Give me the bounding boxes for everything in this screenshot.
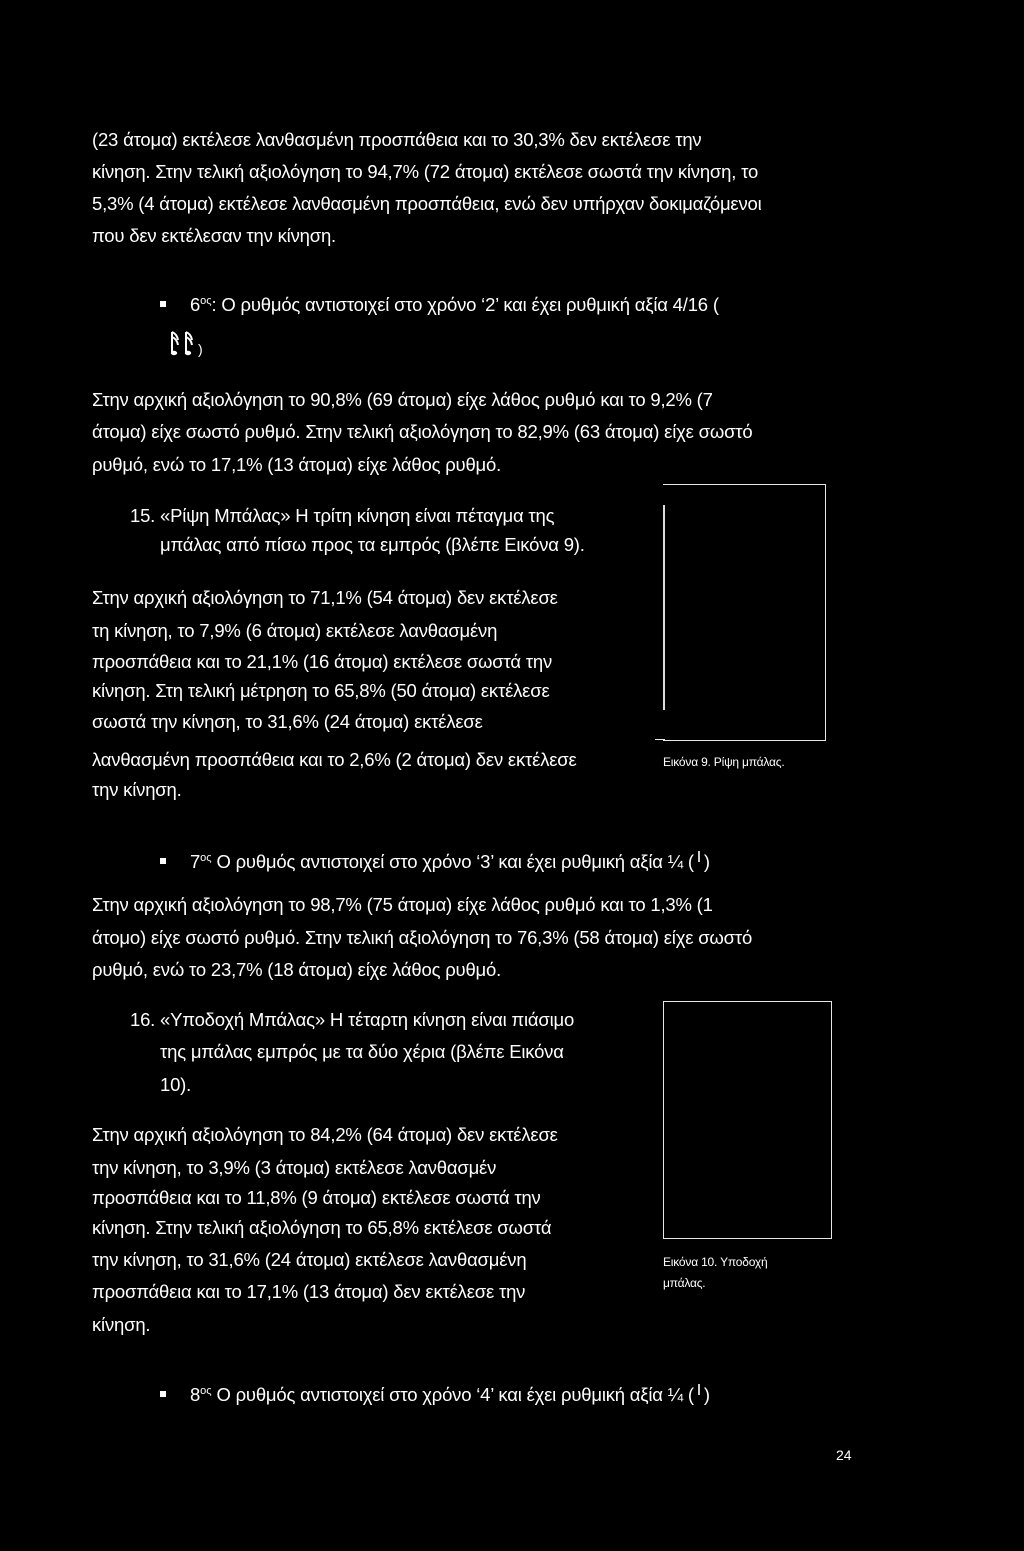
ordinal-suffix: ος — [200, 1385, 212, 1397]
paragraph-line: προσπάθεια και το 11,8% (9 άτομα) εκτέλεσε σωστά την — [92, 1187, 541, 1208]
rhythm-description: Ο ρυθμός αντιστοιχεί στο χρόνο ‘3’ και έχει ρυθμική αξία ¼ ( — [211, 851, 694, 872]
paragraph-line: κίνηση. Στην τελική αξιολόγηση το 65,8% εκτέλεσε σωστά — [92, 1217, 552, 1238]
paragraph-line: ρυθμό, ενώ το 23,7% (18 άτομα) είχε λάθος ρυθμό. — [92, 959, 502, 980]
paragraph-line: κίνηση. — [92, 1314, 151, 1335]
figure-10-caption: Εικόνα 10. Υποδοχή — [663, 1255, 768, 1269]
paragraph-line: ρυθμό, ενώ το 17,1% (13 άτομα) είχε λάθος ρυθμό. — [92, 454, 502, 475]
paragraph-line: προσπάθεια και το 17,1% (13 άτομα) δεν εκτέλεσε την — [92, 1281, 526, 1302]
paragraph-line: κίνηση. Στην τελική αξιολόγηση το 94,7% (72 άτομα) εκτέλεσε σωστά την κίνηση, το — [92, 161, 759, 182]
figure-9-frame-edge — [655, 739, 665, 740]
ordinal-suffix: ος — [200, 295, 212, 307]
closing-parenthesis: ) — [703, 851, 710, 872]
rhythm-description: : Ο ρυθμός αντιστοιχεί στο χρόνο ‘2’ και έχει ρυθμική αξία 4/16 ( — [211, 294, 719, 315]
paragraph-line: 5,3% (4 άτομα) εκτέλεσε λανθασμένη προσπάθεια, ενώ δεν υπήρχαν δοκιμαζόμενοι — [92, 193, 762, 214]
rhythm-6-notation — [168, 328, 203, 358]
paragraph-line: Στην αρχική αξιολόγηση το 90,8% (69 άτομα) είχε λάθος ρυθμό και το 9,2% (7 — [92, 389, 713, 410]
rhythm-7-heading — [160, 850, 710, 874]
bullet-icon — [160, 1391, 166, 1397]
item-15-title: 15. «Ρίψη Μπάλας» Η τρίτη κίνηση είναι πέταγμα της — [130, 505, 555, 526]
bullet-icon — [160, 858, 166, 864]
paragraph-line: κίνηση. Στη τελική μέτρηση το 65,8% (50 άτομα) εκτέλεσε — [92, 680, 550, 701]
closing-parenthesis: ) — [198, 341, 203, 357]
paragraph-line: που δεν εκτέλεσαν την κίνηση. — [92, 225, 336, 246]
paragraph-line: την κίνηση, το 31,6% (24 άτομα) εκτέλεσε λανθασμένη — [92, 1249, 527, 1270]
paragraph-line: την κίνηση, το 3,9% (3 άτομα) εκτέλεσε λανθασμέν — [92, 1157, 497, 1178]
item-16-title: της μπάλας εμπρός με τα δύο χέρια (βλέπε Εικόνα — [160, 1041, 564, 1062]
figure-10-frame — [663, 1001, 832, 1239]
sixteenth-notes-icon — [168, 328, 198, 358]
item-15-title: μπάλας από πίσω προς τα εμπρός (βλέπε Εικόνα 9). — [160, 534, 585, 555]
paragraph-line: Στην αρχική αξιολόγηση το 71,1% (54 άτομα) δεν εκτέλεσε — [92, 587, 558, 608]
paragraph-line: σωστά την κίνηση, το 31,6% (24 άτομα) εκτέλεσε — [92, 711, 483, 732]
paragraph-line: τη κίνηση, το 7,9% (6 άτομα) εκτέλεσε λανθασμένη — [92, 620, 498, 641]
closing-parenthesis: ) — [703, 1384, 710, 1405]
paragraph-line: λανθασμένη προσπάθεια και το 2,6% (2 άτομα) δεν εκτέλεσε — [92, 749, 577, 770]
page-number: 24 — [836, 1447, 852, 1463]
rhythm-ordinal: 8 — [190, 1384, 201, 1405]
figure-9-frame — [663, 484, 826, 741]
figure-9-caption: Εικόνα 9. Ρίψη μπάλας. — [663, 755, 785, 769]
bullet-icon — [160, 301, 166, 307]
figure-9-frame-edge — [663, 505, 665, 710]
paragraph-line: προσπάθεια και το 21,1% (16 άτομα) εκτέλεσε σωστά την — [92, 651, 553, 672]
quarter-note-icon — [697, 851, 701, 862]
rhythm-ordinal: 6 — [190, 294, 201, 315]
paragraph-line: (23 άτομα) εκτέλεσε λανθασμένη προσπάθεια και το 30,3% δεν εκτέλεσε την — [92, 129, 702, 150]
rhythm-6-heading — [160, 293, 719, 317]
quarter-note-icon — [697, 1384, 701, 1395]
rhythm-ordinal: 7 — [190, 851, 201, 872]
rhythm-description: Ο ρυθμός αντιστοιχεί στο χρόνο ‘4’ και έχει ρυθμική αξία ¼ ( — [211, 1384, 694, 1405]
figure-10-caption: μπάλας. — [663, 1276, 706, 1290]
paragraph-line: άτομα) είχε σωστό ρυθμό. Στην τελική αξιολόγηση το 82,9% (63 άτομα) είχε σωστό — [92, 421, 753, 442]
paragraph-line: την κίνηση. — [92, 779, 182, 800]
rhythm-8-heading — [160, 1383, 710, 1407]
paragraph-line: Στην αρχική αξιολόγηση το 98,7% (75 άτομα) είχε λάθος ρυθμό και το 1,3% (1 — [92, 894, 713, 915]
ordinal-suffix: ος — [200, 852, 212, 864]
paragraph-line: άτομο) είχε σωστό ρυθμό. Στην τελική αξιολόγηση το 76,3% (58 άτομα) είχε σωστό — [92, 927, 753, 948]
item-16-title: 16. «Υποδοχή Μπάλας» Η τέταρτη κίνηση είναι πιάσιμο — [130, 1009, 575, 1030]
paragraph-line: Στην αρχική αξιολόγηση το 84,2% (64 άτομα) δεν εκτέλεσε — [92, 1124, 558, 1145]
item-16-title: 10). — [160, 1074, 192, 1095]
